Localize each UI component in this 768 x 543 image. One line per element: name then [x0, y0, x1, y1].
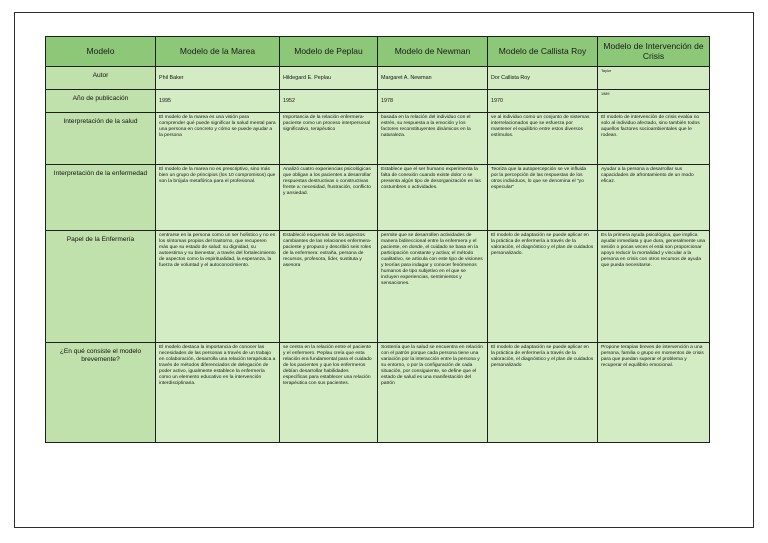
- comparison-table: [45, 36, 710, 443]
- cell: Establece que el ser humano experimenta la falta de conexión cuando existe dolor o se presenta algún tipo de desorganización en las costumbres o actividades.: [378, 165, 488, 231]
- cell: El modelo de la marea no es prescriptivo, sino más bien un grupo de principios (los 10 compromisos) que son la brújula metafórica para el profesional.: [156, 165, 280, 231]
- header-row: [46, 37, 710, 67]
- cell: 1995: [156, 90, 280, 113]
- cell: 1970: [488, 90, 598, 113]
- row-label: Interpretación de la enfermedad: [46, 165, 156, 231]
- header-modelo: Modelo: [46, 37, 156, 67]
- row-ano: [46, 90, 710, 113]
- cell: Analizó cuatro experiencias psicológicas que obligan a los pacientes a desarrollar respuestas destructivas o constructivas frente a: necesidad, frustración, conflicto y ansiedad.: [280, 165, 378, 231]
- cell: Hildegard E. Peplau: [280, 67, 378, 90]
- header-peplau: Modelo de Peplau: [280, 37, 378, 67]
- cell: Dor Callista Roy: [488, 67, 598, 90]
- cell: se centra en la relación entre el paciente y el enfermero. Peplau creía que esta relación era fundamental para el cuidado de los pacientes y que los enfermeros debían desarrollar habilidades específicas para establecer una relación terapéutica con sus pacientes.: [280, 343, 378, 443]
- row-papel: [46, 231, 710, 343]
- cell: centrarse en la persona como un ser holístico y no en los síntomas propios del trastorno, que recuperen más que su estado de salud: su dignidad, su autoestima y su bienestar, a través del fortalecimiento de aspectos como la espiritualidad, la esperanza, la fuerza de voluntad y el autoconocimiento.: [156, 231, 280, 343]
- row-consiste: [46, 343, 710, 443]
- row-label: Autor: [46, 67, 156, 90]
- row-enfermedad: [46, 165, 710, 231]
- cell: ve al individuo como un conjunto de sistemas interrelacionados que se esfuerza por mantener el equilibrio entre estos diversos estímulos.: [488, 113, 598, 165]
- cell: El modelo destaca la importancia de conocer las necesidades de las personas a través de un trabajo en colaboración, desarrolla una relación terapéutica a través de métodos diferenciados de delegación de poder activo, igualmente establece la enfermería como un elemento educativo en la intervención interdisciplinaria.: [156, 343, 280, 443]
- cell: Sostenía que la salud se encuentra en relación con el patrón porque cada persona tiene una variación por la interacción entre la persona y su entorno, o por la configuración de cada situación, por consiguiente, se define que el estado de salud es una manifestación del patrón: [378, 343, 488, 443]
- row-label: ¿En qué consiste el modelo brevemente?: [46, 343, 156, 443]
- cell: Importancia de la relación enfermera-paciente como un proceso interpersonal significativo, terapéutico: [280, 113, 378, 165]
- cell: Propone terapias breves de intervención a una persona, familia o grupo en momentos de crisis para que puedan superar el problema y recuperar el equilibrio emocional.: [598, 343, 710, 443]
- cell: Margaret A. Newman: [378, 67, 488, 90]
- cell: Taylor: [598, 67, 710, 90]
- row-autor: [46, 67, 710, 90]
- cell: 1952: [280, 90, 378, 113]
- cell: permite que se desarrollen actividades de manera bidireccional entre la enfermera y el paciente, en donde, el cuidado se basa en la participación constante y activa; el método cualitativo, se articula con este tipo de visiones y teorías para indagar y conocer fenómenos humanos de tipo subjetivo en el que se incluyen experiencias, sentimientos y sensaciones.: [378, 231, 488, 343]
- cell: Es la primera ayuda psicológica, que implica ayudar inmediata y que dura, generalmente una sesión o pocas veces el está son proporcionar apoyo reducir la mortalidad y vincular a la persona en crisis con otros recursos de ayuda que pueda necesitarse.: [598, 231, 710, 343]
- header-roy: Modelo de Callista Roy: [488, 37, 598, 67]
- row-salud: [46, 113, 710, 165]
- header-newman: Modelo de Newman: [378, 37, 488, 67]
- cell: El modelo de la marea es una visión para comprender qué puede significar la salud mental para una persona en concreto y cómo se puede ayudar a la persona: [156, 113, 280, 165]
- cell: El modelo de intervención de crisis evalúa no solo al individuo afectado, sino también todos aquellos factores socioambientales que le rodean.: [598, 113, 710, 165]
- row-label: Papel de la Enfermería: [46, 231, 156, 343]
- row-label: Año de publicación: [46, 90, 156, 113]
- header-marea: Modelo de la Marea: [156, 37, 280, 67]
- cell: El modelo de adaptación se puede aplicar en la práctica de enfermería a través de la valoración, el diagnóstico y el plan de cuidados personalizado: [488, 343, 598, 443]
- cell: Estableció esquemas de los aspectos cambiantes de las relaciones enfermera-paciente y propuso y describió seis roles de la enfermera: extraña, persona de recursos, profesora, líder, sustituta y asesora: [280, 231, 378, 343]
- row-label: Interpretación de la salud: [46, 113, 156, 165]
- cell: 1989: [598, 90, 710, 113]
- cell: 1978: [378, 90, 488, 113]
- cell: Phil Baker: [156, 67, 280, 90]
- cell: basada en la relación del individuo con el estrés, su respuesta a la emoción y los factores reconstituyentes dinámicos en la naturaleza.: [378, 113, 488, 165]
- header-crisis: Modelo de Intervención de Crisis: [598, 37, 710, 67]
- cell: El modelo de adaptación se puede aplicar en la práctica de enfermería a través de la valoración, el diagnóstico y el plan de cuidados personalizado.: [488, 231, 598, 343]
- cell: Teoriza que la autopercepción se ve influida por la percepción de las respuestas de los otros individuos, lo que se denomina el "yo especular": [488, 165, 598, 231]
- cell: Ayudar a la persona a desarrollar sus capacidades de afrontamiento de un modo eficaz.: [598, 165, 710, 231]
